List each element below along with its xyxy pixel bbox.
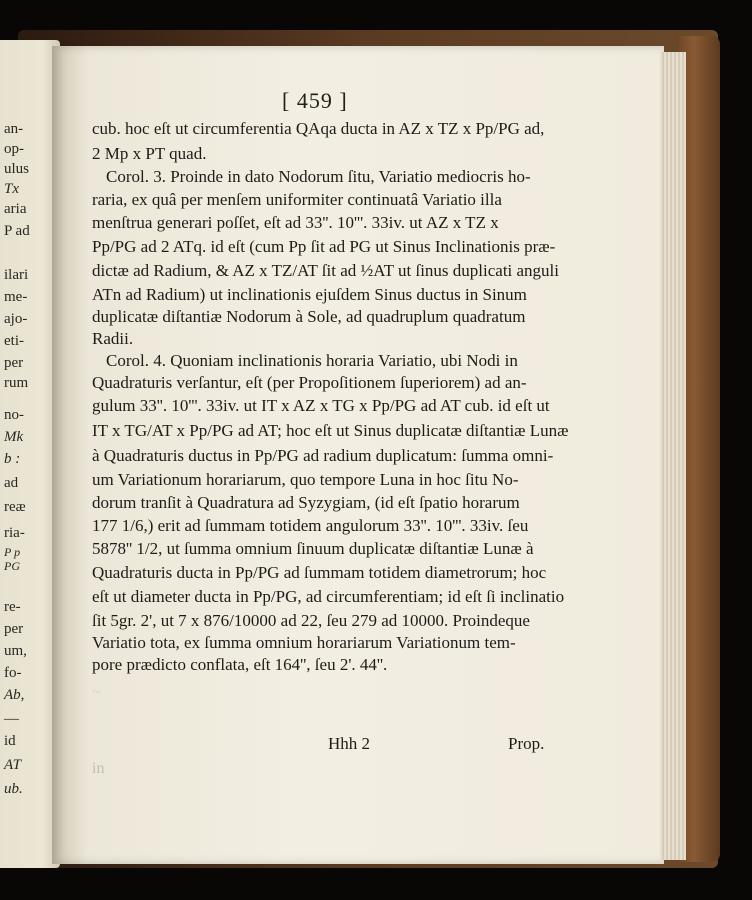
facing-page-fragment: ad bbox=[4, 475, 19, 491]
facing-page-fragment: id bbox=[4, 733, 16, 749]
catchword: Prop. bbox=[508, 734, 545, 753]
show-through-mark: in bbox=[92, 760, 105, 777]
text-line: Corol. 4. Quoniam inclinationis horaria Variatio, ubi Nodi in bbox=[106, 351, 518, 370]
facing-page-fragment: aria bbox=[4, 201, 27, 217]
text-line: Pp/PG ad 2 ATq. id eſt (cum Pp ſit ad PG ut Sinus Inclinationis præ- bbox=[92, 237, 556, 256]
text-line: Quadraturis verſantur, eſt (per Propoſitionem ſuperiorem) ad an- bbox=[92, 373, 527, 392]
facing-page-fragment: Mk bbox=[4, 429, 24, 445]
text-line: raria, ex quâ per menſem uniformiter continuatâ Variatio illa bbox=[92, 190, 502, 209]
text-line: Quadraturis ducta in Pp/PG ad ſummam totidem diametrorum; hoc bbox=[92, 563, 547, 582]
text-line: 5878'' 1/2, ut ſumma omnium ſinuum duplicatæ diſtantiæ Lunæ à bbox=[92, 539, 534, 558]
facing-page-fragment: me- bbox=[4, 289, 28, 305]
facing-page-fragment: an- bbox=[4, 121, 24, 137]
facing-page-fragment: P p bbox=[4, 545, 21, 559]
facing-page-fragment: Tx bbox=[4, 181, 19, 197]
facing-page-fragment: rum bbox=[4, 375, 29, 391]
show-through-text: ~ bbox=[92, 684, 101, 701]
text-line: 177 1/6,) erit ad ſummam totidem angulorum 33''. 10'''. 33iv. ſeu bbox=[92, 516, 529, 535]
facing-page-fragment: op- bbox=[4, 141, 24, 157]
facing-page-fragment: ajo- bbox=[4, 311, 28, 327]
facing-page-fragment: um, bbox=[4, 643, 27, 659]
text-line: 2 Mp x PT quad. bbox=[92, 144, 207, 163]
text-line: Radii. bbox=[92, 329, 134, 348]
facing-page-fragment: ria- bbox=[4, 525, 25, 541]
text-line: ſit 5gr. 2', ut 7 x 876/10000 ad 22, ſeu 279 ad 10000. Proindeque bbox=[92, 611, 530, 630]
facing-page-fragment: fo- bbox=[4, 665, 22, 681]
facing-page-fragment: per bbox=[4, 621, 24, 637]
facing-page-fragment: ulus bbox=[4, 161, 30, 177]
facing-page-fragment: P ad bbox=[4, 223, 30, 239]
text-line: dorum tranſit à Quadratura ad Syzygiam, (id eſt ſpatio horarum bbox=[92, 493, 520, 512]
text-line: eſt ut diameter ducta in Pp/PG, ad circumferentiam; id eſt ſi inclinatio bbox=[92, 587, 565, 606]
text-line: ATn ad Radium) ut inclinationis ejuſdem Sinus ductus in Sinum bbox=[92, 285, 527, 304]
text-line: pore prædicto conflata, eſt 164'', ſeu 2'. 44''. bbox=[92, 655, 388, 674]
page-edges bbox=[660, 52, 686, 860]
facing-page-fragment: Ab, bbox=[4, 687, 25, 703]
facing-page bbox=[0, 40, 60, 868]
text-line: gulum 33''. 10'''. 33iv. ut IT x AZ x TG x Pp/PG ad AT cub. id eſt ut bbox=[92, 396, 550, 415]
signature-mark: Hhh 2 bbox=[328, 734, 371, 753]
text-line: Corol. 3. Proinde in dato Nodorum ſitu, Variatio mediocris ho- bbox=[106, 167, 531, 186]
facing-page-fragment: eti- bbox=[4, 333, 24, 349]
facing-page-fragment: b : bbox=[4, 451, 21, 467]
facing-page-fragment: per bbox=[4, 355, 24, 371]
facing-page-fragment: — bbox=[4, 711, 19, 727]
facing-page-fragment: reæ bbox=[4, 499, 26, 515]
text-line: Variatio tota, ex ſumma omnium horariarum Variationum tem- bbox=[92, 633, 516, 652]
facing-page-fragment: AT bbox=[4, 757, 21, 773]
text-line: dictæ ad Radium, & AZ x TZ/AT ſit ad ½AT ut ſinus duplicati anguli bbox=[92, 261, 560, 280]
text-line: duplicatæ diſtantiæ Nodorum à Sole, ad quadruplum quadratum bbox=[92, 307, 526, 326]
text-line: menſtrua generari poſſet, eſt ad 33''. 10'''. 33iv. ut AZ x TZ x bbox=[92, 213, 499, 232]
facing-page-fragment: ub. bbox=[4, 781, 23, 797]
text-line: cub. hoc eſt ut circumferentia QAqa ducta in AZ x TZ x Pp/PG ad, bbox=[92, 119, 545, 138]
facing-page-fragment: no- bbox=[4, 407, 24, 423]
facing-page-fragment: ilari bbox=[4, 267, 29, 283]
page-number: [ 459 ] bbox=[282, 88, 348, 113]
text-line: à Quadraturis ductus in Pp/PG ad radium duplicatum: ſumma omni- bbox=[92, 446, 554, 465]
facing-page-fragment: re- bbox=[4, 599, 21, 615]
facing-page-fragment: PG bbox=[4, 559, 20, 573]
text-line: um Variationum horariarum, quo tempore Luna in hoc ſitu No- bbox=[92, 470, 519, 489]
text-line: IT x TG/AT x Pp/PG ad AT; hoc eſt ut Sinus duplicatæ diſtantiæ Lunæ bbox=[92, 421, 569, 440]
